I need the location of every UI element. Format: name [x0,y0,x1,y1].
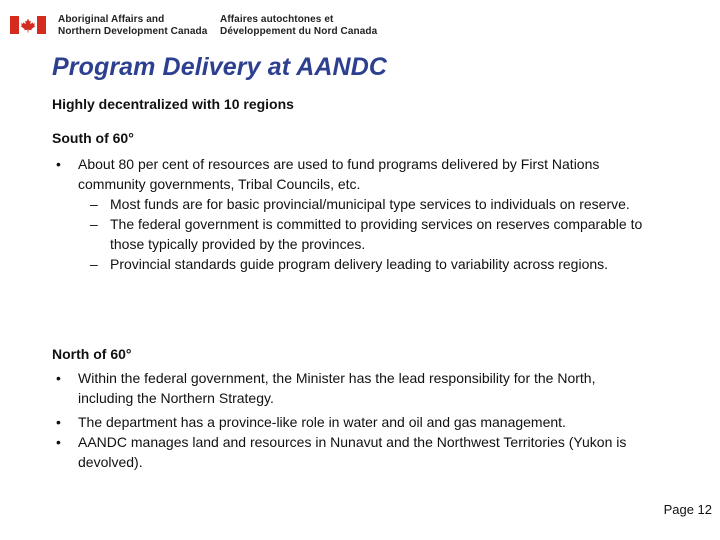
department-name-english [58,14,220,38]
dash-icon: – [90,216,98,232]
canada-flag-icon [10,16,46,34]
south-sub-item-3 [52,254,652,274]
bullet-icon: • [56,370,61,386]
north-bullet-3 [52,432,652,472]
south-sub-list-wrapper [52,194,652,274]
south-bullet-1-text: About 80 per cent of resources are used to fund programs delivered by First Nations community governments, Tribal Councils, etc. [78,156,600,192]
south-section-heading: South of 60° [52,130,134,146]
north-bullet-2-text: The department has a province-like role in water and oil and gas management. [78,414,566,430]
north-bullet-2 [52,412,652,432]
south-bullet-1 [52,154,652,194]
department-name-french [220,14,420,38]
south-sub-list [52,194,652,274]
south-sub-item-3-text: Provincial standards guide program delivery leading to variability across regions. [110,256,609,272]
dash-icon: – [90,256,98,272]
south-sub-item-1 [52,194,652,214]
dept-en-line2: Northern Development Canada [58,26,208,37]
south-sub-item-2 [52,214,652,254]
south-sub-item-2-text: The federal government is committed to providing services on reserves comparable to those typically provided by the provinces. [110,216,643,252]
dept-fr-line1: Affaires autochtones et [220,14,334,25]
north-bullet-1-text: Within the federal government, the Minister has the lead responsibility for the North, including the Northern Strategy. [78,370,596,406]
south-sub-item-1-text: Most funds are for basic provincial/municipal type services to individuals on reserve. [110,196,630,212]
slide-subtitle: Highly decentralized with 10 regions [52,96,294,112]
north-bullet-list [52,368,652,472]
dept-en-line1: Aboriginal Affairs and [58,14,165,25]
bullet-icon: • [56,156,61,172]
bullet-icon: • [56,414,61,430]
north-section-heading: North of 60° [52,346,132,362]
bullet-icon: • [56,434,61,450]
south-bullet-list [52,154,652,274]
dash-icon: – [90,196,98,212]
government-header [10,14,420,38]
slide-title: Program Delivery at AANDC [52,53,388,81]
north-bullet-1 [52,368,652,408]
dept-fr-line2: Développement du Nord Canada [220,26,378,37]
page-number: Page 12 [663,502,712,517]
north-bullet-3-text: AANDC manages land and resources in Nunavut and the Northwest Territories (Yukon is devolved). [78,434,627,470]
